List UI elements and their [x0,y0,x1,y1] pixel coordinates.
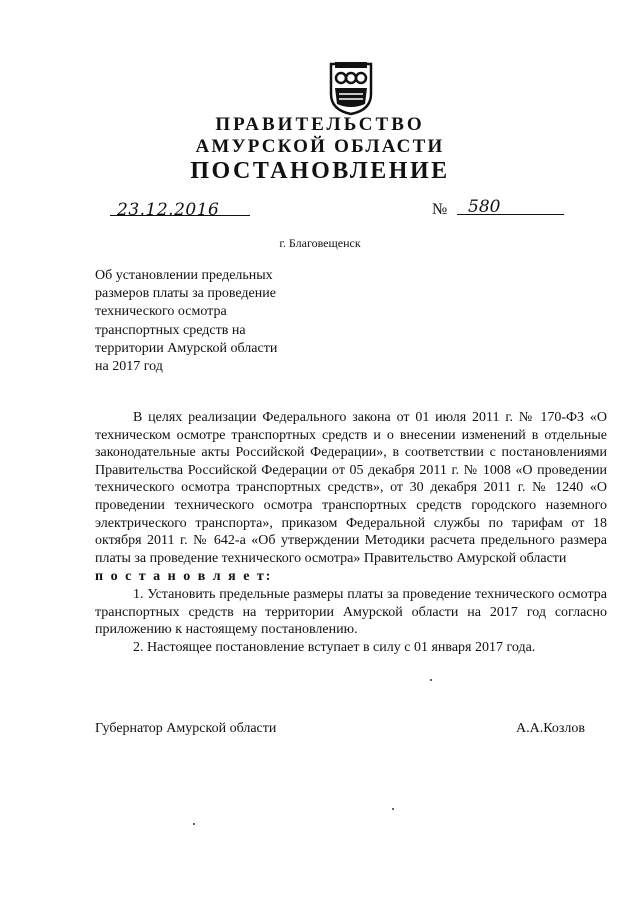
number-label: № [432,201,448,218]
scan-speck [392,808,394,810]
date-underline [110,215,250,216]
coat-of-arms-icon [327,60,375,116]
item-1-paragraph: 1. Установить предельные размеры платы за проведение технического осмотра транспортных средств на территории Амурской области на 2017 год согласно приложению к настоящему постановлению. [95,586,607,638]
subject-line: технического осмотра [95,304,227,320]
subject-line: размеров платы за проведение [95,286,276,302]
subject-line: на 2017 год [95,359,163,375]
org-title-line2: АМУРСКОЙ ОБЛАСТИ [195,136,445,157]
document-number: 580 [468,197,501,217]
document-type-title: ПОСТАНОВЛЕНИЕ [190,158,450,184]
scan-speck [430,679,432,681]
org-title-line1: ПРАВИТЕЛЬСТВО [215,114,425,135]
document-body [95,409,607,656]
item-2-paragraph: 2. Настоящее постановление вступает в силу с 01 января 2017 года. [133,639,536,655]
document-date: 23.12.2016 [117,200,220,220]
signatory-role: Губернатор Амурской области [95,721,277,736]
subject-line: транспортных средств на [95,322,246,338]
number-underline [457,214,564,215]
city-name: г. Благовещенск [279,236,361,250]
decree-word: п о с т а н о в л я е т: [95,569,273,585]
preamble-paragraph: В целях реализации Федерального закона от 01 июля 2011 г. № 170-ФЗ «О техническом осмотре транспортных средств и о внесении изменений в отдельные законодательные акты Российской Федерации», в соответствии с постановлениями Правительства Российской Федерации от 05 декабря 2011 г. № 1008 «О проведении технического осмотра транспортных средств», от 30 декабря 2011 г. № 1240 «О проведении технического осмотра транспортных средств городского наземного электрического транспорта», приказом Федеральной службы по тарифам от 18 октября 2011 г. № 642-а «Об утверждении Методики расчета предельного размера платы за проведение технического осмотра» Правительство Амурской области [95,410,607,566]
document-subject [95,267,325,376]
subject-line: территории Амурской области [95,340,278,356]
subject-line: Об установлении предельных [95,268,273,283]
scan-speck [193,823,195,825]
signatory-name: А.А.Козлов [516,721,585,736]
